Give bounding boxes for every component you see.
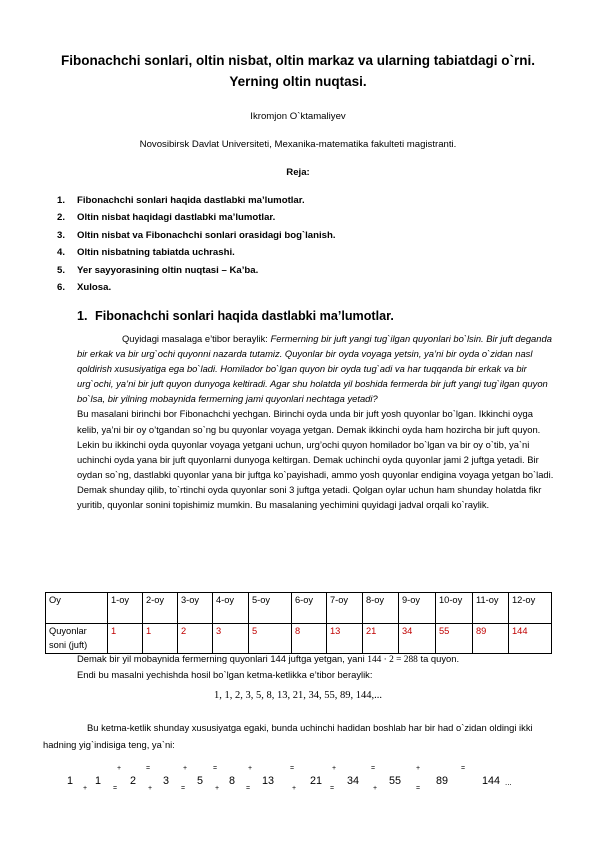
- plan-item-number: 4.: [57, 247, 66, 259]
- plan-item-text: Xulosa.: [77, 282, 112, 294]
- table-cell: 5: [249, 624, 292, 654]
- fibonacci-sum-diagram: [0, 760, 596, 800]
- plus-sign: +: [292, 785, 297, 792]
- plan-item-text: Oltin nisbat va Fibonachchi sonlari orasidagi bog`lanish.: [77, 229, 336, 241]
- plan-item-number: 3.: [57, 229, 66, 241]
- table-cell: 1-oy: [108, 593, 143, 624]
- table-cell: 13: [327, 624, 363, 654]
- author-name: Ikromjon O`ktamaliyev: [250, 111, 346, 122]
- solution-paragraph: Bu masalani birinchi bor Fibonachchi yechgan. Birinchi oyda unda bir juft yosh quyonlar bo`lgan. Ikkinchi oyga kelib, ya’ni bir oy o’tgandan so`ng bu quyonlar voyaga yetgan. Demak ikkinchi oyda ham hozircha bir juft quyon. Lekin bu ikkinchi oyda quyonlar voyaga yetgani uchun, urg’ochi quyon homilador bo`lgan va bir oy o`tib, ya`ni uchinchi oyda yana bir juft quyonlarni dunyoga keltirgan. Demak uchinchi oyda quyonlar jami 2 juftga yetadi. Bir oydan so`ng, dastlabki quyonlar yana bir juftga ko`payishadi, ammo yosh quyonlar endigina voyaga yetgan bo`ladi. Demak shunday qilib, to`rtinchi oyda quyonlar soni 3 juftga yetadi. Qolgan oylar uchun ham shunday holatda fikr yuritib, quyonlar sonini topishimiz mumkin. Bu masalaning yechimini quyidagi jadval orqali ko`raylik.: [77, 408, 554, 511]
- fib-ellipsis: ...: [505, 778, 512, 787]
- plan-item-text: Oltin nisbatning tabiatda uchrashi.: [77, 247, 235, 259]
- table-cell: 9-oy: [399, 593, 436, 624]
- equals-sign: =: [330, 785, 335, 792]
- table-cell: 1: [108, 624, 143, 654]
- table-row: [46, 593, 552, 624]
- after-table-line-1: [77, 651, 557, 668]
- table-cell: 8-oy: [363, 593, 399, 624]
- table-cell: 89: [473, 624, 509, 654]
- table-cell: 3: [213, 624, 249, 654]
- section-number: 1.: [77, 309, 88, 323]
- table-cell: 34: [399, 624, 436, 654]
- table-cell: 4-oy: [213, 593, 249, 624]
- plan-item: [57, 227, 336, 244]
- fib-number: 89: [436, 775, 449, 787]
- after-table-text: ta quyon.: [417, 653, 460, 664]
- table-cell: 1: [143, 624, 178, 654]
- table-cell: 6-oy: [292, 593, 327, 624]
- author-affiliation: Novosibirsk Davlat Universiteti, Mexanika-matematika fakulteti magistranti.: [139, 139, 457, 150]
- plan-item-number: 5.: [57, 264, 66, 276]
- table-cell: 11-oy: [473, 593, 509, 624]
- section-heading: [77, 309, 394, 323]
- table-cell: 10-oy: [436, 593, 473, 624]
- table-cell: 2: [178, 624, 213, 654]
- equals-sign: =: [290, 765, 295, 772]
- plus-sign: +: [373, 785, 378, 792]
- equals-sign: =: [181, 785, 186, 792]
- property-paragraph: [43, 719, 556, 753]
- table-cell: 144: [509, 624, 552, 654]
- fib-number: 8: [229, 775, 236, 787]
- formula: 144 · 2 = 288: [367, 655, 418, 665]
- plus-sign: +: [332, 765, 337, 772]
- fib-number: 5: [197, 775, 204, 787]
- fib-number: 13: [262, 775, 275, 787]
- document-title: Fibonachchi sonlari, oltin nisbat, oltin markaz va ularning tabiatdagi o`rni. Yerning oltin nuqtasi.: [60, 53, 536, 89]
- equals-sign: =: [113, 785, 118, 792]
- plan-heading: Reja:: [286, 167, 310, 178]
- fib-number: 2: [130, 775, 137, 787]
- plus-sign: +: [215, 785, 220, 792]
- table-cell: 8: [292, 624, 327, 654]
- plan-list: [57, 192, 336, 296]
- table-cell: 55: [436, 624, 473, 654]
- plan-item: [57, 244, 336, 261]
- table-row: [46, 624, 552, 654]
- table-row-label: Quyonlar soni (juft): [46, 624, 108, 654]
- equals-sign: =: [416, 785, 421, 792]
- fib-number: 144: [482, 775, 501, 787]
- property-text: Bu ketma-ketlik shunday xususiyatga egaki, bunda uchinchi hadidan boshlab har bir had o`zidan oldingi ikki hadning yig`indisiga teng, ya`ni:: [43, 722, 533, 750]
- plus-sign: +: [248, 765, 253, 772]
- plan-item-number: 6.: [57, 282, 66, 294]
- fibonacci-sequence: 1, 1, 2, 3, 5, 8, 13, 21, 34, 55, 89, 144,...: [214, 690, 382, 701]
- plus-sign: +: [148, 785, 153, 792]
- table-cell: 12-oy: [509, 593, 552, 624]
- table-cell: 5-oy: [249, 593, 292, 624]
- problem-paragraph: [77, 331, 557, 406]
- table-cell: 3-oy: [178, 593, 213, 624]
- section-body: [77, 331, 557, 512]
- section-title: Fibonachchi sonlari haqida dastlabki ma’lumotlar.: [95, 309, 394, 323]
- fib-number: 55: [389, 775, 402, 787]
- plan-item-number: 1.: [57, 195, 66, 206]
- problem-text: Fermerning bir juft yangi tug`ilgan quyonlari bo`lsin. Bir juft deganda bir erkak va bir urg`ochi quyonni nazarda tutamiz. Quyonlar bir oyda voyaga yetsin, ya’ni bir oyda o`zidan nasl qoldirish xususiyatiga ega bo`ladi. Homilador bo`lgan quyon bir oyda tug`adi va har tuqqanda bir erkak va bir urg`ochi, ya’ni bir juft quyon dunyoga keltiradi. Agar shu holatda yil boshida fermerda bir juft yangi tug`ilgan quyon bo`lsa, bir yilning mobaynida fermerning jami quyonlari nechtaga yetadi?: [77, 333, 552, 405]
- table-cell: 21: [363, 624, 399, 654]
- plan-item-text: Fibonachchi sonlari haqida dastlabki ma’lumotlar.: [77, 195, 305, 206]
- fib-number: 21: [310, 775, 323, 787]
- equals-sign: =: [146, 765, 151, 772]
- fib-number: 3: [163, 775, 170, 787]
- plus-sign: +: [416, 765, 421, 772]
- plan-item: [57, 192, 336, 209]
- plan-item: [57, 279, 336, 296]
- table-cell: 7-oy: [327, 593, 363, 624]
- equals-sign: =: [213, 765, 218, 772]
- fib-number: 34: [347, 775, 360, 787]
- equals-sign: =: [246, 785, 251, 792]
- plan-item: [57, 262, 336, 279]
- rabbit-table: [45, 592, 552, 654]
- equals-sign: =: [371, 765, 376, 772]
- plus-sign: +: [117, 765, 122, 772]
- plan-item-text: Yer sayyorasining oltin nuqtasi – Ka’ba.: [77, 264, 259, 276]
- after-table-text: Demak bir yil mobaynida fermerning quyonlari 144 juftga yetgan, yani: [77, 653, 368, 664]
- equals-sign: =: [461, 765, 466, 772]
- after-table-line-2: Endi bu masalni yechishda hosil bo`lgan ketma-ketlikka e’tibor beraylik:: [77, 669, 373, 680]
- problem-intro: Quyidagi masalaga e’tibor beraylik:: [122, 333, 271, 344]
- fib-number: 1: [67, 775, 74, 787]
- table-row-label: Oy: [46, 593, 108, 624]
- plus-sign: +: [83, 785, 88, 792]
- plan-item-text: Oltin nisbat haqidagi dastlabki ma’lumotlar.: [77, 212, 276, 224]
- table-cell: 2-oy: [143, 593, 178, 624]
- plan-item: [57, 209, 336, 226]
- fib-number: 1: [95, 775, 102, 787]
- plus-sign: +: [183, 765, 188, 772]
- plan-item-number: 2.: [57, 212, 66, 224]
